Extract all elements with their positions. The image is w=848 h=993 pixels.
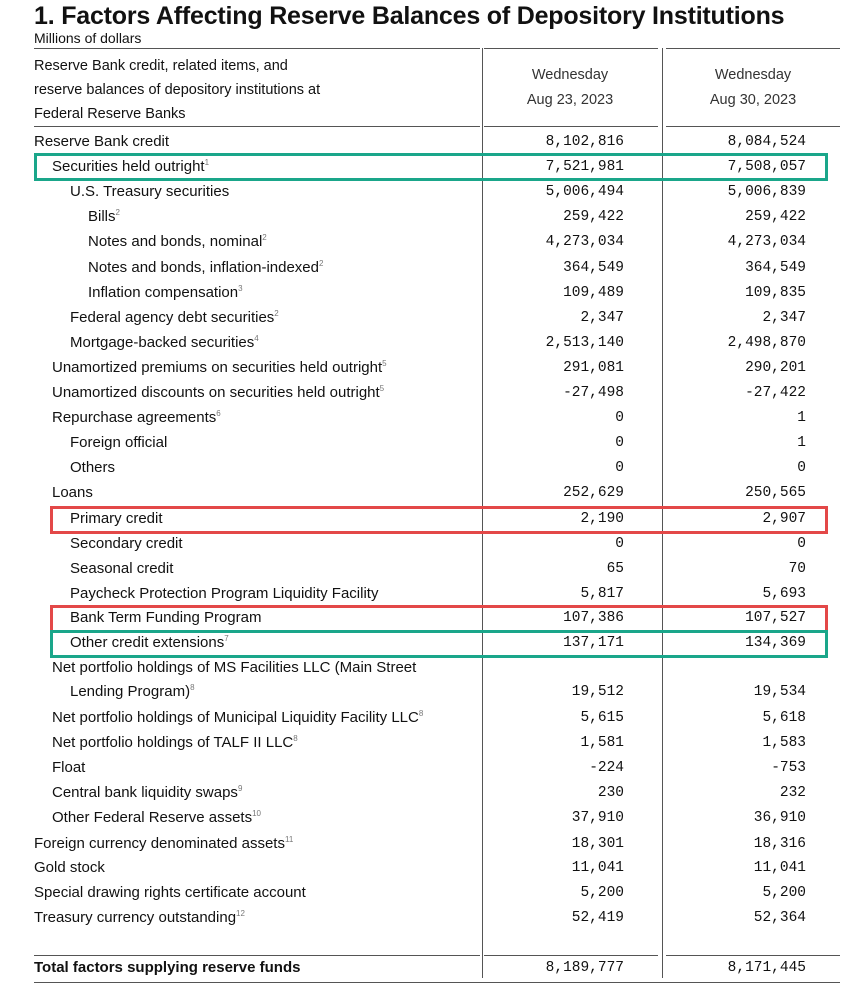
total-bottom-rule — [34, 982, 840, 983]
highlight-securities-held-outright — [34, 153, 828, 181]
footnote-marker: 10 — [252, 809, 261, 818]
header-description — [34, 54, 320, 126]
table-row — [0, 557, 848, 582]
row-label — [70, 560, 173, 577]
value-aug23: 37,910 — [571, 810, 624, 826]
footnote-marker: 2 — [115, 208, 120, 217]
table-row — [0, 706, 848, 731]
value-aug23: 109,489 — [563, 285, 624, 301]
value-aug23: 5,006,494 — [545, 184, 624, 200]
row-label — [34, 835, 293, 852]
row-label — [88, 208, 120, 225]
table-row — [0, 406, 848, 431]
row-label-text: Float — [52, 759, 86, 776]
footnote-marker: 2 — [319, 259, 324, 268]
row-label-text: Inflation compensation — [88, 284, 239, 301]
row-label-text: Net portfolio holdings of MS Facilities LLC (Main Street — [52, 659, 417, 676]
row-label — [52, 734, 298, 751]
row-label-text: Gold stock — [34, 859, 105, 876]
value-aug30: 1,583 — [762, 735, 806, 751]
value-aug30: 8,084,524 — [727, 134, 806, 150]
total-label: Total factors supplying reserve funds — [34, 959, 301, 976]
value-aug23: 1,581 — [580, 735, 624, 751]
value-aug23: 364,549 — [563, 260, 624, 276]
footnote-marker: 8 — [190, 683, 195, 692]
row-label — [52, 409, 221, 426]
row-label — [52, 759, 85, 776]
header-bottom-rule-col1 — [484, 126, 658, 127]
total-value-aug30: 8,171,445 — [727, 960, 806, 976]
value-aug30: 109,835 — [745, 285, 806, 301]
header-bottom-rule — [34, 126, 480, 127]
value-aug30: 2,347 — [762, 310, 806, 326]
row-label-text: Bank Term Funding Program — [70, 609, 262, 626]
value-aug23: 0 — [615, 410, 624, 426]
table-row — [0, 306, 848, 331]
highlight-bank-term-funding-program — [50, 605, 828, 633]
row-label-text: Unamortized discounts on securities held outright — [52, 384, 380, 401]
table-row — [0, 832, 848, 857]
highlight-other-credit-extensions — [50, 630, 828, 658]
row-label-text: Paycheck Protection Program Liquidity Facility — [70, 585, 379, 602]
units-label: Millions of dollars — [34, 30, 142, 46]
value-aug23: 5,200 — [580, 885, 624, 901]
table-row — [0, 130, 848, 155]
row-label-text: Federal agency debt securities — [70, 309, 275, 326]
row-label — [34, 909, 245, 926]
highlight-primary-credit — [50, 506, 828, 534]
table-row — [0, 781, 848, 806]
value-aug23: -27,498 — [563, 385, 624, 401]
row-label — [70, 183, 229, 200]
table-row — [0, 881, 848, 906]
value-aug30: 232 — [779, 785, 806, 801]
value-aug23: 19,512 — [571, 684, 624, 700]
value-aug30: 36,910 — [753, 810, 806, 826]
row-label-text: Special drawing rights certificate account — [34, 884, 306, 901]
row-label-text: Central bank liquidity swaps — [52, 784, 238, 801]
footnote-marker: 12 — [236, 909, 245, 918]
value-aug23: 7,521,981 — [545, 159, 624, 175]
value-aug23: 0 — [615, 460, 624, 476]
value-aug23: 107,386 — [563, 610, 624, 626]
value-aug23: 5,615 — [580, 710, 624, 726]
header-top-rule-col1 — [484, 48, 658, 49]
row-label — [88, 233, 267, 250]
header-desc-line: Reserve Bank credit, related items, and — [34, 58, 288, 74]
value-aug30: 52,364 — [753, 910, 806, 926]
header-top-rule — [34, 48, 480, 49]
table-row — [0, 431, 848, 456]
value-aug23: 18,301 — [571, 836, 624, 852]
row-label-text: Loans — [52, 484, 93, 501]
row-label — [34, 859, 105, 876]
value-aug30: -753 — [771, 760, 806, 776]
row-label — [70, 585, 378, 602]
value-aug23: 230 — [597, 785, 624, 801]
table-row — [0, 281, 848, 306]
row-label-text: Repurchase agreements — [52, 409, 217, 426]
table-row — [0, 356, 848, 381]
table-row — [0, 731, 848, 756]
table-row — [0, 205, 848, 230]
row-label-text: Notes and bonds, inflation-indexed — [88, 259, 319, 276]
table-row — [0, 456, 848, 481]
row-label — [34, 133, 169, 150]
footnote-marker: 9 — [237, 784, 243, 793]
table-row — [0, 656, 848, 681]
table-row — [0, 680, 848, 705]
value-aug23: 0 — [615, 536, 624, 552]
value-aug23: 2,347 — [580, 310, 624, 326]
table-row — [0, 856, 848, 881]
footnote-marker: 4 — [254, 334, 259, 343]
table-row — [0, 481, 848, 506]
row-label-text: Seasonal credit — [70, 560, 174, 577]
value-aug23: 8,102,816 — [545, 134, 624, 150]
row-label — [52, 709, 423, 726]
row-label-text: Primary credit — [70, 510, 163, 527]
value-aug30: 0 — [797, 460, 806, 476]
value-aug30: 107,527 — [745, 610, 806, 626]
value-aug23: 4,273,034 — [545, 234, 624, 250]
value-aug23: 2,513,140 — [545, 335, 624, 351]
value-aug23: 5,817 — [580, 586, 624, 602]
column-header-aug23 — [500, 63, 640, 113]
value-aug30: 4,273,034 — [727, 234, 806, 250]
table-row — [0, 180, 848, 205]
value-aug30: 364,549 — [745, 260, 806, 276]
row-label — [70, 535, 183, 552]
header-bottom-rule-col2 — [666, 126, 840, 127]
row-label — [88, 284, 243, 301]
row-label-text: Lending Program) — [70, 683, 191, 700]
value-aug30: 7,508,057 — [727, 159, 806, 175]
row-label-text: Reserve Bank credit — [34, 133, 170, 150]
footnote-marker: 2 — [274, 309, 279, 318]
row-label-text: Other Federal Reserve assets — [52, 809, 253, 826]
footnote-marker: 7 — [224, 634, 229, 643]
table-row — [0, 582, 848, 607]
value-aug30: 0 — [797, 536, 806, 552]
row-label — [70, 334, 259, 351]
page-title: 1. Factors Affecting Reserve Balances of Depository Institutions — [34, 2, 785, 30]
value-aug23: 291,081 — [563, 360, 624, 376]
row-label — [52, 484, 93, 501]
row-label-text: Others — [70, 459, 116, 476]
value-aug23: 252,629 — [563, 485, 624, 501]
row-label-text: Notes and bonds, nominal — [88, 233, 263, 250]
row-label-text: U.S. Treasury securities — [70, 183, 230, 200]
total-row — [0, 956, 848, 981]
table-row — [0, 906, 848, 931]
value-aug30: 259,422 — [745, 209, 806, 225]
row-label-text: Treasury currency outstanding — [34, 909, 237, 926]
value-aug30: 5,693 — [762, 586, 806, 602]
row-label-text: Unamortized premiums on securities held outright — [52, 359, 383, 376]
row-label-text: Bills — [88, 208, 116, 225]
value-aug30: 250,565 — [745, 485, 806, 501]
column-header-date: Aug 30, 2023 — [709, 92, 797, 108]
table-row — [0, 756, 848, 781]
total-value-aug23: 8,189,777 — [545, 960, 624, 976]
footnote-marker: 5 — [382, 359, 387, 368]
row-label — [52, 659, 416, 676]
value-aug23: 52,419 — [571, 910, 624, 926]
row-label-text: Foreign currency denominated assets — [34, 835, 285, 852]
row-label — [70, 434, 167, 451]
value-aug30: 70 — [788, 561, 806, 577]
value-aug23: -224 — [589, 760, 624, 776]
header-desc-line: reserve balances of depository institutions at — [34, 82, 321, 98]
value-aug30: 290,201 — [745, 360, 806, 376]
row-label-text: Securities held outright — [52, 158, 205, 175]
column-header-day: Wednesday — [714, 67, 792, 83]
value-aug30: 11,041 — [753, 860, 806, 876]
row-label — [52, 784, 242, 801]
column-header-aug30 — [683, 63, 823, 113]
row-label-text: Mortgage-backed securities — [70, 334, 255, 351]
header-desc-line: Federal Reserve Banks — [34, 106, 186, 122]
value-aug23: 11,041 — [571, 860, 624, 876]
value-aug23: 2,190 — [580, 511, 624, 527]
value-aug30: 19,534 — [753, 684, 806, 700]
row-label-text: Other credit extensions — [70, 634, 225, 651]
footnote-marker: 8 — [293, 734, 298, 743]
header-top-rule-col2 — [666, 48, 840, 49]
value-aug30: 5,200 — [762, 885, 806, 901]
footnote-marker: 11 — [284, 835, 294, 844]
value-aug30: -27,422 — [745, 385, 806, 401]
row-label — [70, 459, 115, 476]
table-row — [0, 381, 848, 406]
footnote-marker: 2 — [262, 233, 267, 242]
column-header-date: Aug 23, 2023 — [526, 92, 614, 108]
value-aug30: 5,006,839 — [727, 184, 806, 200]
table-row — [0, 256, 848, 281]
row-label — [52, 384, 384, 401]
row-label-text: Net portfolio holdings of Municipal Liquidity Facility LLC — [52, 709, 419, 726]
value-aug30: 5,618 — [762, 710, 806, 726]
row-label-text: Secondary credit — [70, 535, 183, 552]
row-label — [70, 683, 195, 700]
footnote-marker: 5 — [379, 384, 385, 393]
footnote-marker: 3 — [238, 284, 243, 293]
table-row — [0, 331, 848, 356]
table-row — [0, 532, 848, 557]
value-aug23: 65 — [606, 561, 624, 577]
row-label — [52, 359, 387, 376]
value-aug23: 259,422 — [563, 209, 624, 225]
table-row — [0, 806, 848, 831]
footnote-marker: 8 — [418, 709, 424, 718]
value-aug23: 137,171 — [563, 635, 624, 651]
value-aug30: 1 — [797, 410, 806, 426]
value-aug30: 1 — [797, 435, 806, 451]
value-aug30: 18,316 — [753, 836, 806, 852]
value-aug30: 2,498,870 — [727, 335, 806, 351]
row-label-text: Foreign official — [70, 434, 168, 451]
row-label — [34, 884, 306, 901]
footnote-marker: 6 — [216, 409, 221, 418]
value-aug30: 2,907 — [762, 511, 806, 527]
value-aug30: 134,369 — [745, 635, 806, 651]
column-header-day: Wednesday — [531, 67, 609, 83]
row-label-text: Net portfolio holdings of TALF II LLC — [52, 734, 294, 751]
table-row — [0, 230, 848, 255]
row-label — [88, 259, 323, 276]
footnote-marker: 1 — [204, 158, 210, 167]
row-label — [70, 309, 279, 326]
value-aug23: 0 — [615, 435, 624, 451]
row-label — [52, 809, 261, 826]
